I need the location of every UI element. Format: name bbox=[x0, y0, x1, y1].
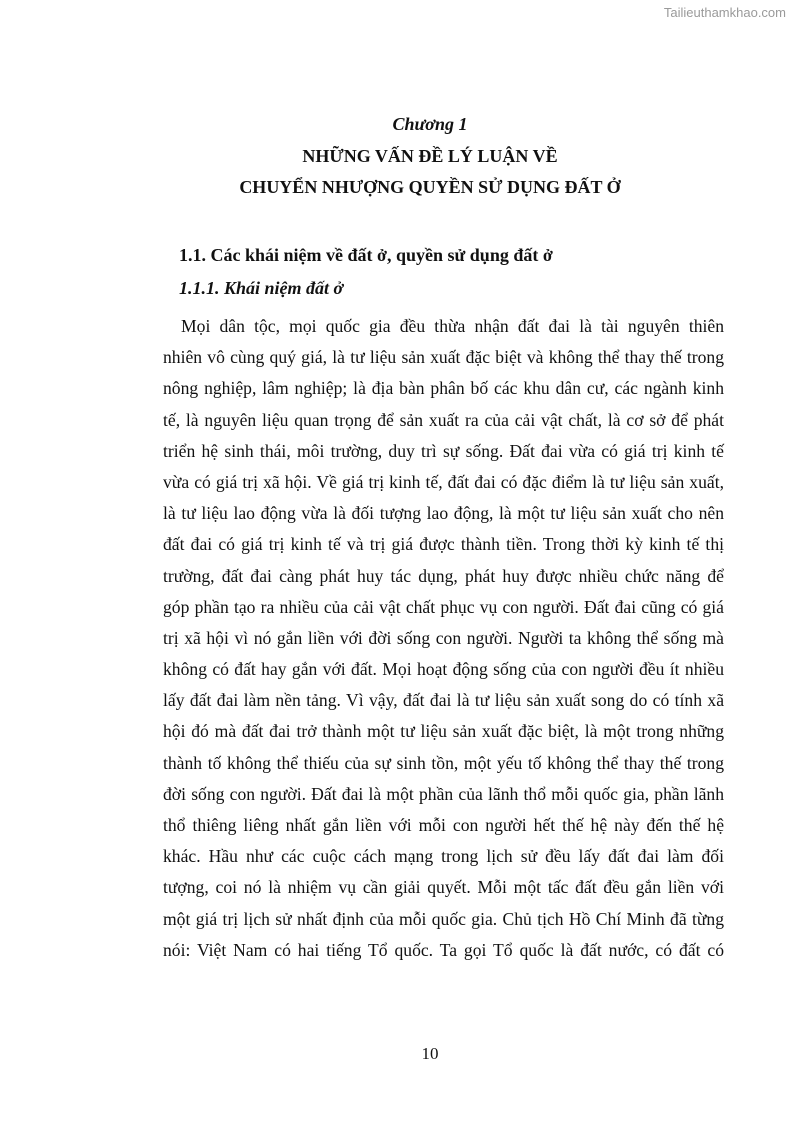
chapter-title-line2: CHUYỂN NHƯỢNG QUYỀN SỬ DỤNG ĐẤT Ở bbox=[239, 177, 621, 197]
paragraph-line: trường, đất đai càng phát huy tác dụng, phát huy được nhiều chức năng để bbox=[163, 565, 724, 586]
paragraph-line: đất đai có giá trị kinh tế và trị giá được thành tiền. Trong thời kỳ kinh tế thị bbox=[163, 534, 724, 555]
subsection-heading: 1.1.1. Khái niệm đất ở bbox=[179, 278, 344, 298]
paragraph-line: hội đó mà đất đai trở thành một tư liệu sản xuất đặc biệt, là một trong những bbox=[163, 721, 724, 742]
paragraph-line: thành tố không thể thiếu của sự sinh tồn, một yếu tố không thể thay thế trong bbox=[163, 752, 724, 773]
body-paragraph bbox=[163, 314, 724, 969]
paragraph-line: tế, là nguyên liệu quan trọng để sản xuất ra của cải vật chất, là cơ sở để phát bbox=[163, 409, 724, 430]
paragraph-line: một giá trị lịch sử nhất định của mỗi quốc gia. Chủ tịch Hồ Chí Minh đã từng bbox=[163, 908, 724, 929]
paragraph-line: khác. Hầu như các cuộc cách mạng trong lịch sử đều lấy đất đai làm đối bbox=[163, 846, 724, 867]
page-number: 10 bbox=[421, 1044, 439, 1063]
paragraph-line: lấy đất đai làm nền tảng. Vì vậy, đất đai là tư liệu sản xuất song do có tính xã bbox=[163, 690, 724, 711]
paragraph-line: trị xã hội vì nó gắn liền với đời sống con người. Người ta không thể sống mà bbox=[163, 627, 724, 648]
paragraph-line: Mọi dân tộc, mọi quốc gia đều thừa nhận đất đai là tài nguyên thiên bbox=[181, 316, 724, 336]
paragraph-line: triển hệ sinh thái, môi trường, duy trì sự sống. Đất đai vừa có giá trị kinh tế bbox=[163, 440, 724, 461]
paragraph-line: nông nghiệp, lâm nghiệp; là địa bàn phân bố các khu dân cư, các ngành kinh bbox=[163, 378, 724, 399]
chapter-title-line1: NHỮNG VẤN ĐỀ LÝ LUẬN VỀ bbox=[302, 146, 558, 166]
paragraph-line: thổ thiêng liêng nhất gắn liền với mỗi con người hết thế hệ này đến thế hệ bbox=[163, 815, 724, 835]
paragraph-line: nói: Việt Nam có hai tiếng Tổ quốc. Ta gọi Tổ quốc là đất nước, có đất có bbox=[163, 939, 724, 960]
paragraph-line: không có đất hay gắn với đất. Mọi hoạt động sống của con người đều ít nhiều bbox=[163, 659, 724, 680]
watermark: Tailieuthamkhao.com bbox=[663, 5, 786, 20]
paragraph-line: vừa có giá trị xã hội. Về giá trị kinh tế, đất đai có đặc điểm là tư liệu sản xuất, bbox=[163, 471, 724, 492]
paragraph-line: nhiên vô cùng quý giá, là tư liệu sản xuất đặc biệt và không thể thay thế trong bbox=[163, 347, 724, 368]
paragraph-line: tượng, coi nó là nhiệm vụ cần giải quyết. Mỗi một tấc đất đều gắn liền với bbox=[163, 877, 724, 898]
section-heading: 1.1. Các khái niệm về đất ở, quyền sử dụng đất ở bbox=[179, 245, 553, 265]
paragraph-line: đời sống con người. Đất đai là một phần của lãnh thổ mỗi quốc gia, phần lãnh bbox=[163, 783, 724, 804]
paragraph-line: là tư liệu lao động vừa là đối tượng lao động, là một tư liệu sản xuất cho nên bbox=[163, 503, 724, 524]
paragraph-line: góp phần tạo ra nhiều của cải vật chất phục vụ con người. Đất đai cũng có giá bbox=[163, 596, 724, 617]
chapter-label: Chương 1 bbox=[392, 114, 468, 134]
